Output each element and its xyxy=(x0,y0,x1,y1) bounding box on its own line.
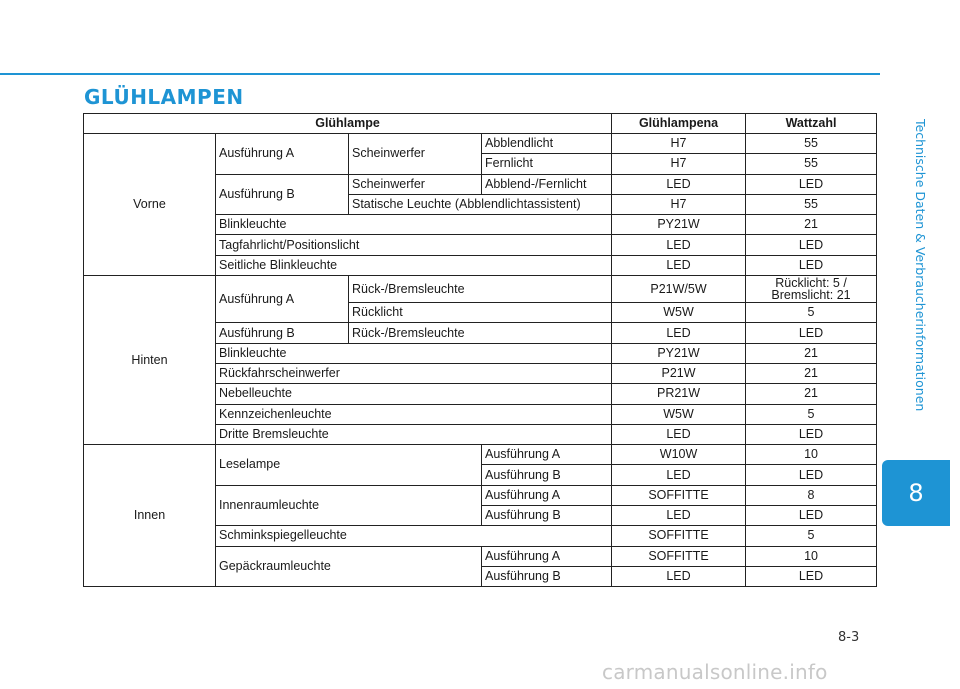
cell-lamp-sub: Abblend-/Fernlicht xyxy=(482,174,612,194)
wattage-line: Rücklicht: 5 / xyxy=(775,276,847,291)
page-title: GLÜHLAMPEN xyxy=(84,85,244,109)
cell-lamp: Blinkleuchte xyxy=(216,215,612,235)
cell-bulb-type: LED xyxy=(612,174,746,194)
header-lamp: Glühlampe xyxy=(84,114,612,134)
cell-bulb-type: LED xyxy=(612,506,746,526)
header-wattage: Wattzahl xyxy=(746,114,877,134)
cell-bulb-type: P21W/5W xyxy=(612,276,746,303)
group-innen: Innen xyxy=(84,445,216,587)
cell-lamp: Rück-/Bremsleuchte xyxy=(349,323,612,343)
cell-wattage: LED xyxy=(746,174,877,194)
cell-lamp: Rückfahrscheinwerfer xyxy=(216,363,612,383)
cell-variant: Ausführung B xyxy=(216,174,349,215)
cell-lamp: Innenraumleuchte xyxy=(216,485,482,526)
cell-wattage: 5 xyxy=(746,404,877,424)
table-row xyxy=(84,134,877,154)
cell-variant: Ausführung B xyxy=(482,465,612,485)
cell-bulb-type: LED xyxy=(612,424,746,444)
cell-bulb-type: SOFFITTE xyxy=(612,485,746,505)
cell-wattage: LED xyxy=(746,566,877,586)
cell-wattage: 55 xyxy=(746,194,877,214)
group-vorne: Vorne xyxy=(84,134,216,276)
cell-bulb-type: SOFFITTE xyxy=(612,546,746,566)
cell-wattage: LED xyxy=(746,465,877,485)
cell-lamp: Dritte Bremsleuchte xyxy=(216,424,612,444)
cell-lamp: Rück-/Bremsleuchte xyxy=(349,276,612,303)
cell-lamp: Scheinwerfer xyxy=(349,134,482,175)
cell-bulb-type: LED xyxy=(612,566,746,586)
cell-wattage: 10 xyxy=(746,445,877,465)
cell-bulb-type: H7 xyxy=(612,134,746,154)
cell-lamp: Rücklicht xyxy=(349,303,612,323)
cell-lamp: Tagfahrlicht/Positionslicht xyxy=(216,235,612,255)
cell-bulb-type: H7 xyxy=(612,154,746,174)
cell-wattage: 5 xyxy=(746,303,877,323)
watermark: carmanualsonline.info xyxy=(602,660,828,684)
cell-bulb-type: W10W xyxy=(612,445,746,465)
cell-variant: Ausführung B xyxy=(216,323,349,343)
page-number: 8-3 xyxy=(838,630,860,645)
cell-variant: Ausführung A xyxy=(482,546,612,566)
cell-lamp: Leselampe xyxy=(216,445,482,486)
cell-wattage: LED xyxy=(746,506,877,526)
cell-variant: Ausführung B xyxy=(482,566,612,586)
cell-wattage: 8 xyxy=(746,485,877,505)
cell-wattage: 5 xyxy=(746,526,877,546)
cell-variant: Ausführung A xyxy=(216,134,349,175)
cell-variant: Ausführung A xyxy=(482,485,612,505)
cell-variant: Ausführung A xyxy=(216,276,349,323)
cell-bulb-type: LED xyxy=(612,235,746,255)
cell-bulb-type: LED xyxy=(612,465,746,485)
group-hinten: Hinten xyxy=(84,276,216,445)
cell-wattage: LED xyxy=(746,255,877,275)
cell-wattage: 21 xyxy=(746,215,877,235)
cell-wattage: LED xyxy=(746,424,877,444)
side-chapter-label xyxy=(881,90,960,440)
cell-wattage xyxy=(746,276,877,303)
cell-bulb-type: LED xyxy=(612,323,746,343)
cell-bulb-type: PY21W xyxy=(612,343,746,363)
cell-wattage: LED xyxy=(746,235,877,255)
cell-lamp: Blinkleuchte xyxy=(216,343,612,363)
bulb-table xyxy=(83,113,877,587)
cell-lamp: Nebelleuchte xyxy=(216,384,612,404)
cell-bulb-type: W5W xyxy=(612,404,746,424)
cell-wattage: 21 xyxy=(746,384,877,404)
cell-lamp-sub: Fernlicht xyxy=(482,154,612,174)
cell-bulb-type: LED xyxy=(612,255,746,275)
cell-lamp: Scheinwerfer xyxy=(349,174,482,194)
cell-wattage: 55 xyxy=(746,154,877,174)
cell-variant: Ausführung A xyxy=(482,445,612,465)
table-row xyxy=(84,276,877,303)
cell-wattage: LED xyxy=(746,323,877,343)
cell-bulb-type: PY21W xyxy=(612,215,746,235)
chapter-tab[interactable]: 8 xyxy=(882,460,950,526)
cell-lamp: Gepäckraumleuchte xyxy=(216,546,482,587)
cell-lamp: Statische Leuchte (Abblendlichtassistent) xyxy=(349,194,612,214)
cell-wattage: 21 xyxy=(746,363,877,383)
cell-bulb-type: SOFFITTE xyxy=(612,526,746,546)
cell-bulb-type: P21W xyxy=(612,363,746,383)
header-bulb-type: Glühlampena xyxy=(612,114,746,134)
cell-lamp: Kennzeichenleuchte xyxy=(216,404,612,424)
table-row xyxy=(84,445,877,465)
cell-bulb-type: W5W xyxy=(612,303,746,323)
cell-wattage: 55 xyxy=(746,134,877,154)
cell-bulb-type: H7 xyxy=(612,194,746,214)
cell-bulb-type: PR21W xyxy=(612,384,746,404)
cell-lamp-sub: Abblendlicht xyxy=(482,134,612,154)
top-rule xyxy=(0,73,880,75)
cell-lamp: Seitliche Blinkleuchte xyxy=(216,255,612,275)
cell-wattage: 21 xyxy=(746,343,877,363)
cell-wattage: 10 xyxy=(746,546,877,566)
wattage-line: Bremslicht: 21 xyxy=(771,288,851,303)
cell-variant: Ausführung B xyxy=(482,506,612,526)
cell-lamp: Schminkspiegelleuchte xyxy=(216,526,612,546)
side-chapter-label-text: Technische Daten & Verbraucherinformationen xyxy=(913,118,928,412)
table-header-row xyxy=(84,114,877,134)
